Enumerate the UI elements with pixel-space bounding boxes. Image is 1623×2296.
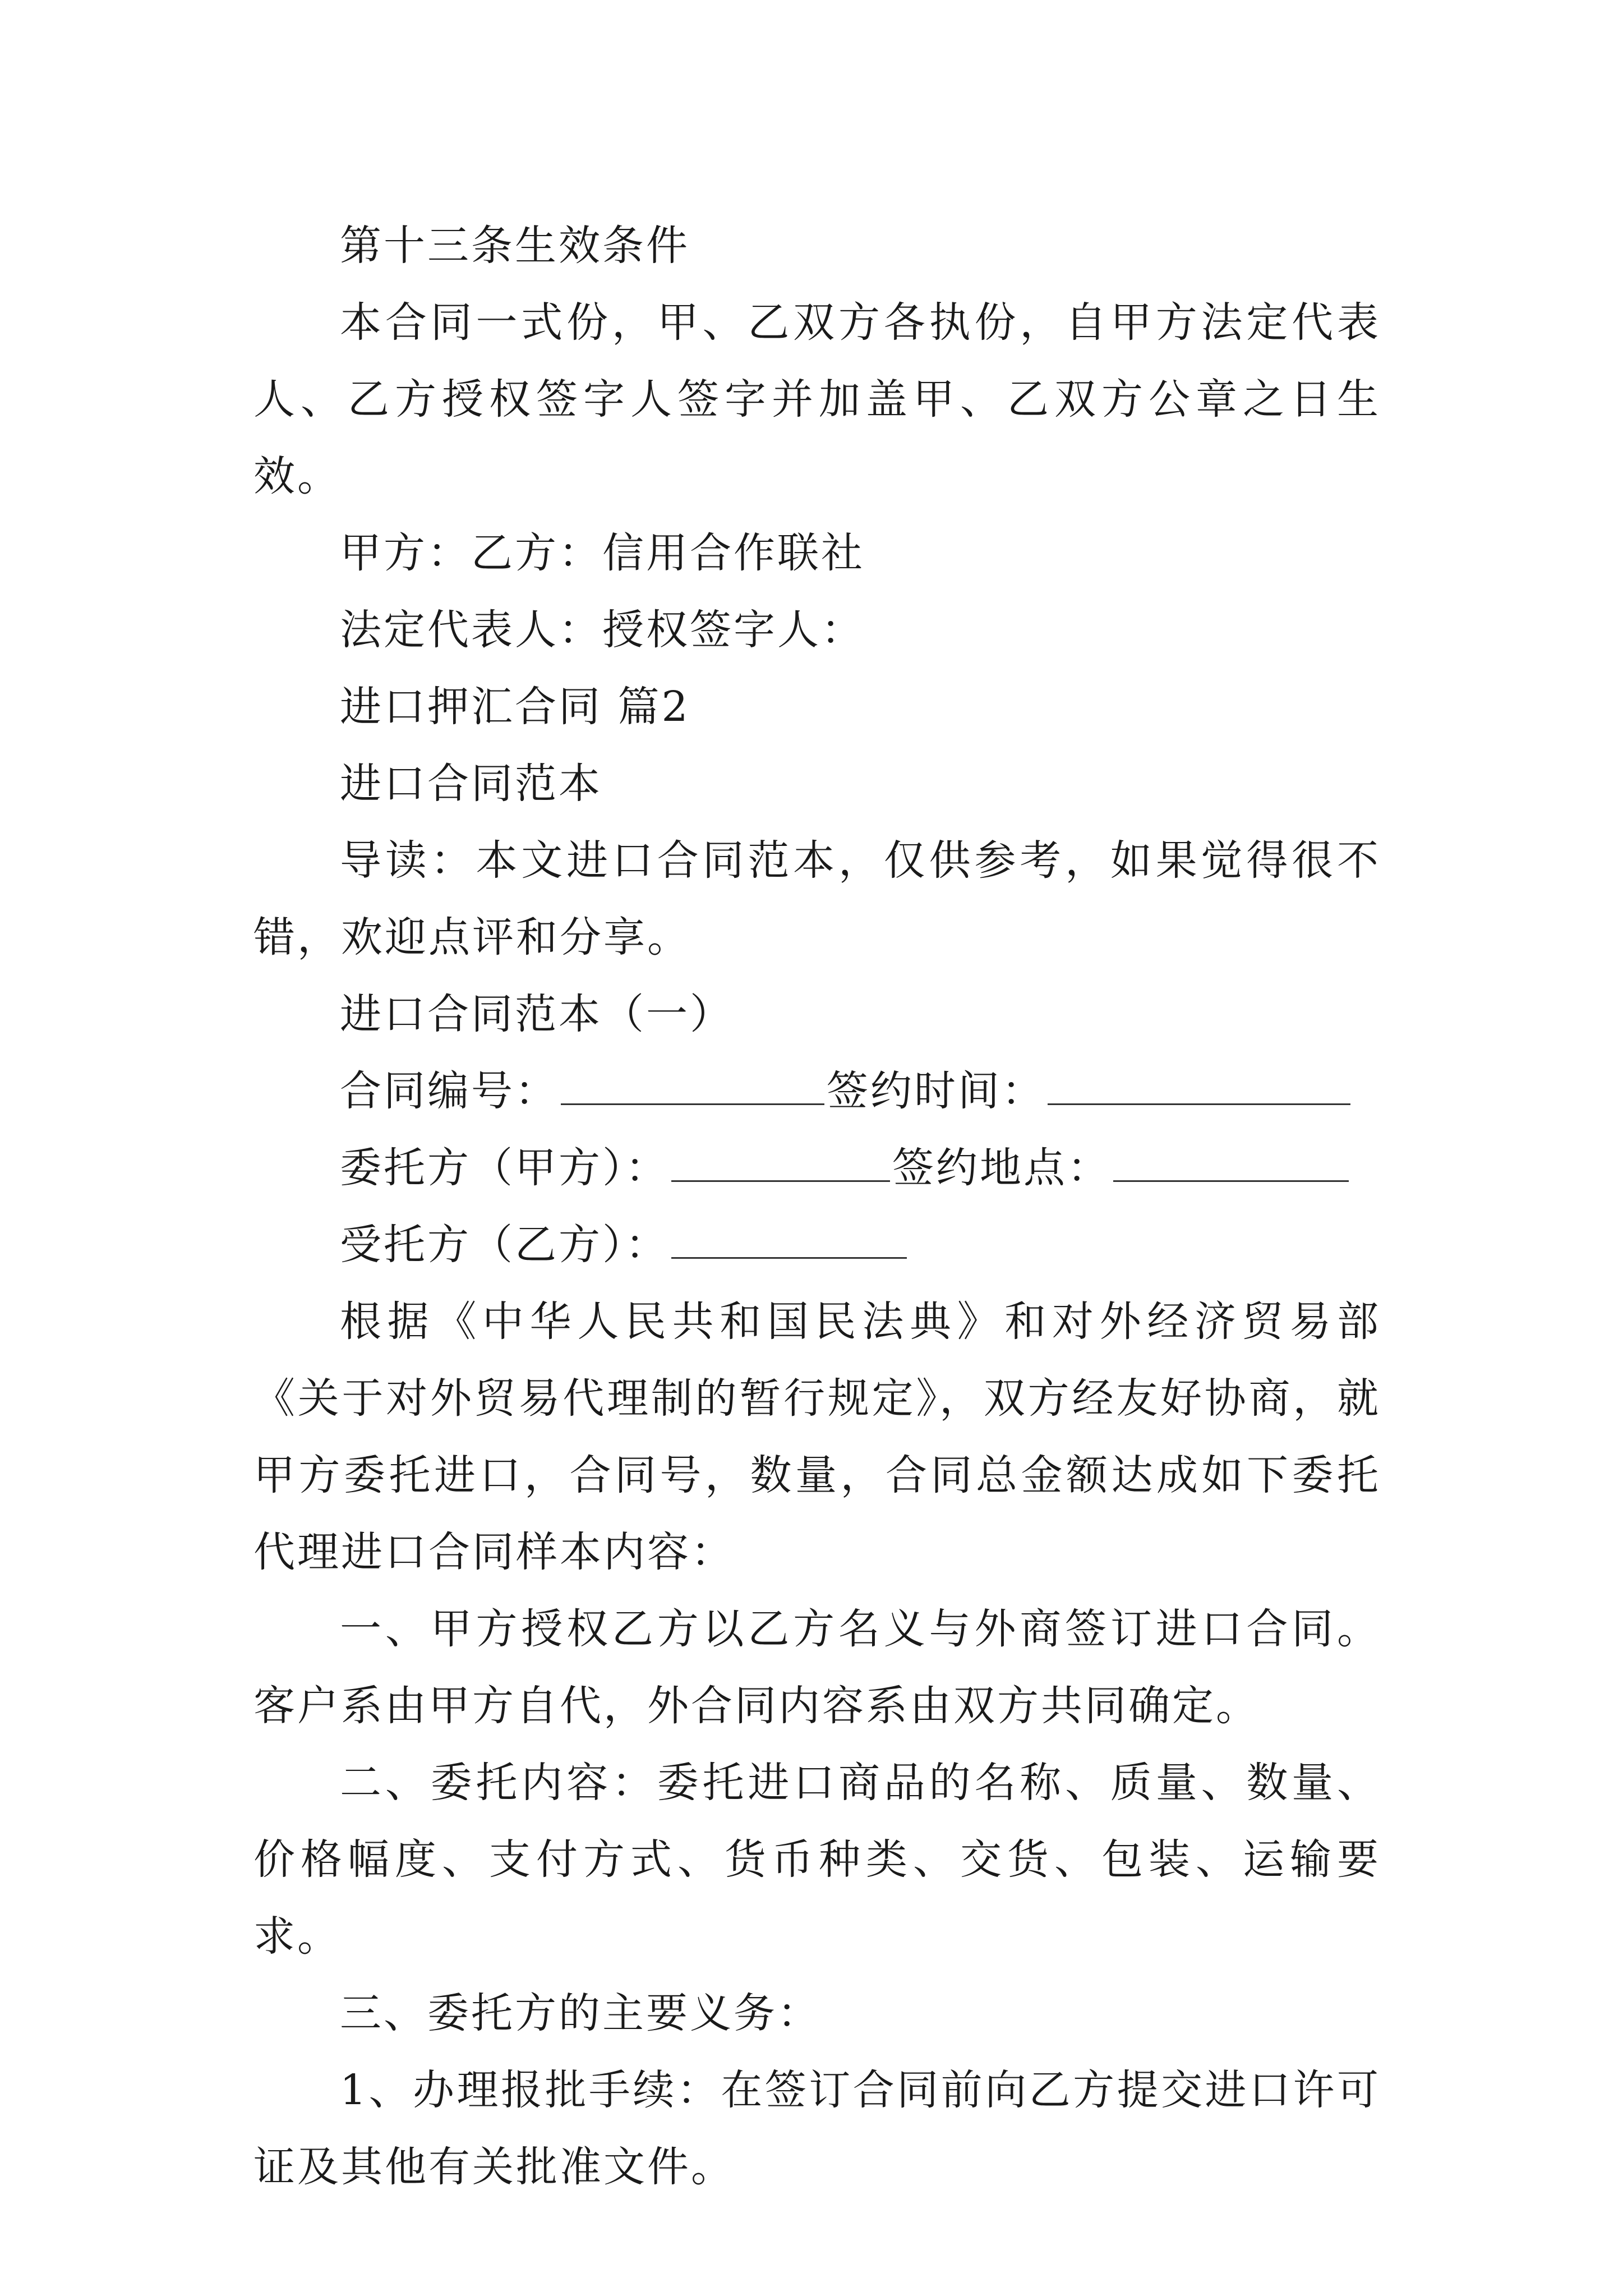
- template-subtitle: 进口合同范本（一）: [340, 990, 734, 1038]
- section-title: 进口押汇合同 篇2: [340, 683, 690, 731]
- clause-three-heading: 三、委托方的主要义务：: [340, 1989, 821, 2037]
- entrusted-party-blank: [671, 1218, 907, 1259]
- template-title: 进口合同范本: [340, 760, 602, 808]
- document-body: [253, 208, 1381, 2206]
- entrusted-party-label: 受托方（乙方）：: [340, 1221, 669, 1269]
- sign-time-label: 签约时间：: [827, 1067, 1045, 1115]
- entrusting-party-line: [253, 1130, 1381, 1207]
- clause-one: 一、甲方授权乙方以乙方名义与外商签订进口合同。客户系由甲方自代，外合同内容系由双方共同确定。: [253, 1605, 1381, 1730]
- sign-time-blank: [1048, 1064, 1350, 1105]
- entrusting-party-label: 委托方（甲方）：: [340, 1144, 669, 1192]
- effectiveness-clause: 本合同一式份，甲、乙双方各执份，自甲方法定代表人、乙方授权签字人签字并加盖甲、乙双方公章之日生效。: [253, 298, 1381, 500]
- legal-basis-paragraph: 根据《中华人民共和国民法典》和对外经济贸易部《关于对外贸易代理制的暂行规定》，双方经友好协商，就甲方委托进口，合同号，数量，合同总金额达成如下委托代理进口合同样本内容：: [253, 1297, 1381, 1576]
- contract-number-blank: [561, 1064, 824, 1105]
- party-line: 甲方：乙方：信用合作联社: [340, 529, 865, 577]
- contract-number-line: [253, 1053, 1381, 1130]
- intro-paragraph: 导读：本文进口合同范本，仅供参考，如果觉得很不错，欢迎点评和分享。: [253, 836, 1381, 961]
- representative-line: 法定代表人：授权签字人：: [340, 606, 865, 654]
- article-13-heading: 第十三条生效条件: [340, 222, 690, 270]
- entrusted-party-line: [253, 1207, 1381, 1283]
- entrusting-party-blank: [671, 1141, 890, 1182]
- sign-place-blank: [1113, 1141, 1349, 1182]
- clause-two: 二、委托内容：委托进口商品的名称、质量、数量、价格幅度、支付方式、货币种类、交货、包装、运输要求。: [253, 1759, 1381, 1961]
- clause-three-item-1: 1、办理报批手续：在签订合同前向乙方提交进口许可证及其他有关批准文件。: [253, 2066, 1381, 2191]
- sign-place-label: 签约地点：: [892, 1144, 1111, 1192]
- contract-number-label: 合同编号：: [340, 1067, 559, 1115]
